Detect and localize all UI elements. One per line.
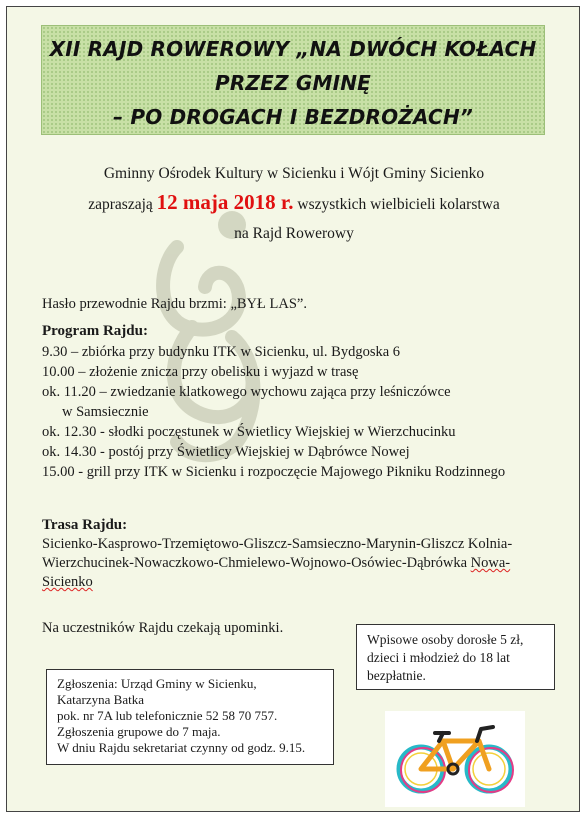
- title-line-3: – PO DROGACH I BEZDROŻACH”: [113, 105, 473, 129]
- registration-line-4: Zgłoszenia grupowe do 7 maja.: [57, 724, 221, 739]
- organizers-line: Gminny Ośrodek Kultury w Sicienku i Wójt Gminy Sicienko: [103, 165, 485, 182]
- registration-line-1: Zgłoszenia: Urząd Gminy w Sicienku,: [57, 676, 257, 691]
- gifts-note: Na uczestników Rajdu czekają upominki.: [42, 620, 284, 636]
- fee-line-1: Wpisowe osoby dorosłe 5 zł,: [367, 632, 524, 647]
- title-line-2: PRZEZ GMINĘ: [214, 71, 372, 95]
- invitation-line: [27, 190, 561, 215]
- program-item: 9.30 – zbiórka przy budynku ITK w Sicienku, ul. Bydgoska 6: [42, 344, 401, 360]
- rally-motto: Hasło przewodnie Rajdu brzmi: „BYŁ LAS”.: [42, 296, 307, 312]
- bike-image-frame: [385, 711, 525, 807]
- poster-page: [6, 6, 580, 812]
- registration-line-5: W dniu Rajdu sekretariat czynny od godz. 9.15.: [57, 740, 306, 755]
- program-item: ok. 14.30 - postój przy Świetlicy Wiejskiej w Dąbrówce Nowej: [42, 444, 410, 460]
- registration-line-3: pok. nr 7A lub telefonicznie 52 58 70 757.: [57, 708, 278, 723]
- route-title: Trasa Rajdu:: [42, 517, 128, 533]
- route-line-3: [42, 573, 562, 592]
- fee-line-2: dzieci i młodzież do 18 lat: [367, 650, 510, 665]
- program-item-continuation: w Samsiecznie: [62, 404, 149, 420]
- program-title: Program Rajdu:: [42, 323, 148, 339]
- program-item: 15.00 - grill przy ITK w Sicienku i rozpoczęcie Majowego Pikniku Rodzinnego: [42, 464, 506, 480]
- title-line-1: XII RAJD ROWEROWY „NA DWÓCH KOŁACH: [49, 37, 537, 61]
- program-list: [42, 342, 572, 482]
- route-line-2: [42, 554, 562, 573]
- fee-line-3: bezpłatnie.: [367, 668, 426, 683]
- invite-prefix: zapraszają: [88, 196, 153, 213]
- invite-suffix: wszystkich wielbicieli kolarstwa: [297, 196, 500, 213]
- event-date: 12 maja 2018 r.: [156, 190, 294, 214]
- route-line-2-end: Nowa-: [470, 555, 511, 571]
- event-name-line: na Rajd Rowerowy: [234, 225, 354, 242]
- route-line-1: Sicienko-Kasprowo-Trzemiętowo-Gliszcz-Samsieczno-Marynin-Gliszcz Kolnia-: [42, 536, 513, 552]
- route-description: [42, 535, 562, 592]
- entry-fee-box: [356, 624, 555, 690]
- registration-box: [46, 669, 334, 765]
- program-item: 10.00 – złożenie znicza przy obelisku i wyjazd w trasę: [42, 364, 359, 380]
- program-item: ok. 11.20 – zwiedzanie klatkowego wychowu zająca przy leśniczówce: [42, 384, 451, 400]
- program-item: ok. 12.30 - słodki poczęstunek w Świetlicy Wiejskiej w Wierzchucinku: [42, 424, 456, 440]
- title-banner: [41, 25, 545, 135]
- route-line-3-text: Sicienko: [42, 574, 93, 590]
- bicycle-icon: [385, 711, 525, 807]
- registration-line-2: Katarzyna Batka: [57, 692, 144, 707]
- route-line-2-main: Wierzchucinek-Nowaczkowo-Chmielewo-Wojnowo-Osówiec-Dąbrówka: [42, 555, 471, 571]
